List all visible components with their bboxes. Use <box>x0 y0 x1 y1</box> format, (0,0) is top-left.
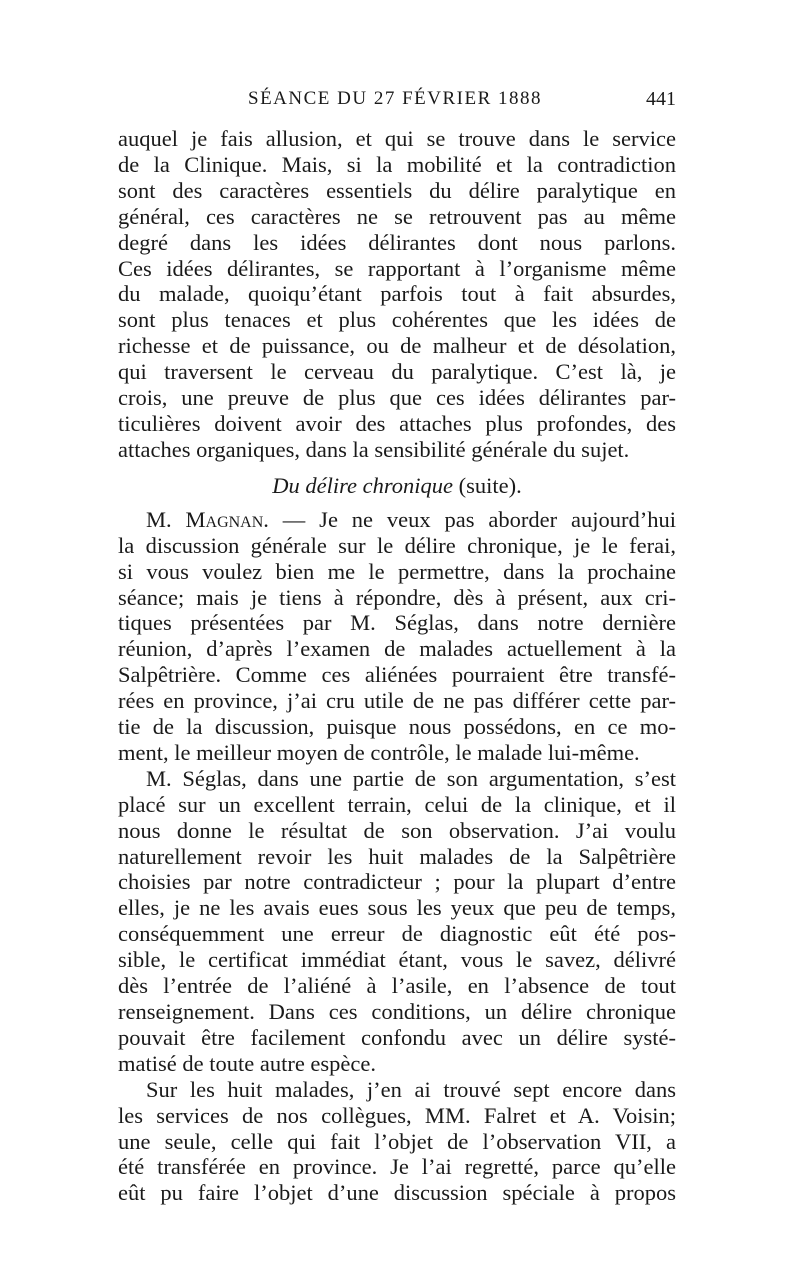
text-line: nous donne le résultat de son observation. J’ai voulu <box>118 817 676 843</box>
text-line: matisé de toute autre espèce. <box>118 1050 377 1076</box>
text-line: une seule, celle qui fait l’objet de l’observation VII, a <box>118 1128 676 1154</box>
text-line: auquel je fais allusion, et qui se trouve dans le service <box>118 126 676 151</box>
paragraph-1 <box>118 126 676 463</box>
text-line: séance; mais je tiens à répondre, dès à présent, aux cri- <box>118 584 676 610</box>
text-line: ticulières doivent avoir des attaches plus profondes, des <box>118 410 676 436</box>
paragraph-3 <box>118 766 676 1077</box>
text-line: du malade, quoiqu’étant parfois tout à fait absurdes, <box>118 281 676 307</box>
text-line: tiques présentées par M. Séglas, dans notre dernière <box>118 610 676 636</box>
text-line: attaches organiques, dans la sensibilité générale du sujet. <box>118 436 630 462</box>
text-line: placé sur un excellent terrain, celui de la clinique, et il <box>118 791 676 817</box>
text-line: pouvait être facilement confondu avec un délire systé- <box>118 1024 676 1050</box>
text-line: réunion, d’après l’examen de malades actuellement à la <box>118 636 676 662</box>
text-line: degré dans les idées délirantes dont nous parlons. <box>118 229 676 255</box>
text-line: sible, le certificat immédiat étant, vous le savez, délivré <box>118 947 676 973</box>
text-line: choisies par notre contradicteur ; pour la plupart d’entre <box>118 869 676 895</box>
text-line: ment, le meilleur moyen de contrôle, le malade lui-même. <box>118 739 640 765</box>
running-title: SÉANCE DU 27 FÉVRIER 1888 <box>248 88 543 109</box>
section-heading <box>118 473 676 499</box>
text-line: général, ces caractères ne se retrouvent pas au même <box>118 203 676 229</box>
text-line: elles, je ne les avais eues sous les yeux que peu de temps, <box>118 895 676 921</box>
text-line: M. Séglas, dans une partie de son argumentation, s’est <box>146 765 676 791</box>
page-number: 441 <box>646 88 676 110</box>
text-line <box>118 507 676 533</box>
text-line: la discussion générale sur le délire chronique, je le ferai, <box>118 532 676 558</box>
speaker-name: M. Magnan. <box>146 506 269 532</box>
text-line: si vous voulez bien me le permettre, dans la prochaine <box>118 558 676 584</box>
paragraph-2 <box>118 507 676 766</box>
text-line: Sur les huit malades, j’en ai trouvé sept encore dans <box>146 1076 676 1102</box>
text-line: sont plus tenaces et plus cohérentes que les idées de <box>118 307 676 333</box>
text-line: Ces idées délirantes, se rapportant à l’organisme même <box>118 255 676 281</box>
text-line: Salpêtrière. Comme ces aliénées pourraient être transfé- <box>118 662 676 688</box>
text-line: sont des caractères essentiels du délire paralytique en <box>118 177 676 203</box>
text-line: renseignement. Dans ces conditions, un délire chronique <box>118 999 676 1024</box>
text-line: de la Clinique. Mais, si la mobilité et la contradiction <box>118 151 676 177</box>
text-line: été transférée en province. Je l’ai regretté, parce qu’elle <box>118 1154 676 1180</box>
text-line: qui traversent le cerveau du paralytique. C’est là, je <box>118 359 676 385</box>
text-line: conséquemment une erreur de diagnostic eût été pos- <box>118 921 676 947</box>
text-line: eût pu faire l’objet d’une discussion spéciale à propos <box>118 1180 676 1206</box>
page-content <box>118 88 676 1206</box>
text-line: dès l’entrée de l’aliéné à l’asile, en l’absence de tout <box>118 973 676 999</box>
text-line: rées en province, j’ai cru utile de ne pas différer cette par- <box>118 688 676 714</box>
text-line: richesse et de puissance, ou de malheur et de désolation, <box>118 333 676 359</box>
speaker-text: — Je ne veux pas aborder aujourd’hui <box>268 506 676 532</box>
paragraph-4 <box>118 1077 676 1207</box>
text-line: tie de la discussion, puisque nous possédons, en ce mo- <box>118 714 676 740</box>
section-heading-title: Du délire chronique <box>272 472 454 498</box>
text-line: les services de nos collègues, MM. Falret et A. Voisin; <box>118 1102 676 1128</box>
text-line: crois, une preuve de plus que ces idées délirantes par- <box>118 385 676 411</box>
section-heading-suffix: (suite). <box>458 472 522 498</box>
text-line: naturellement revoir les huit malades de la Salpêtrière <box>118 843 676 869</box>
running-head <box>118 88 676 118</box>
